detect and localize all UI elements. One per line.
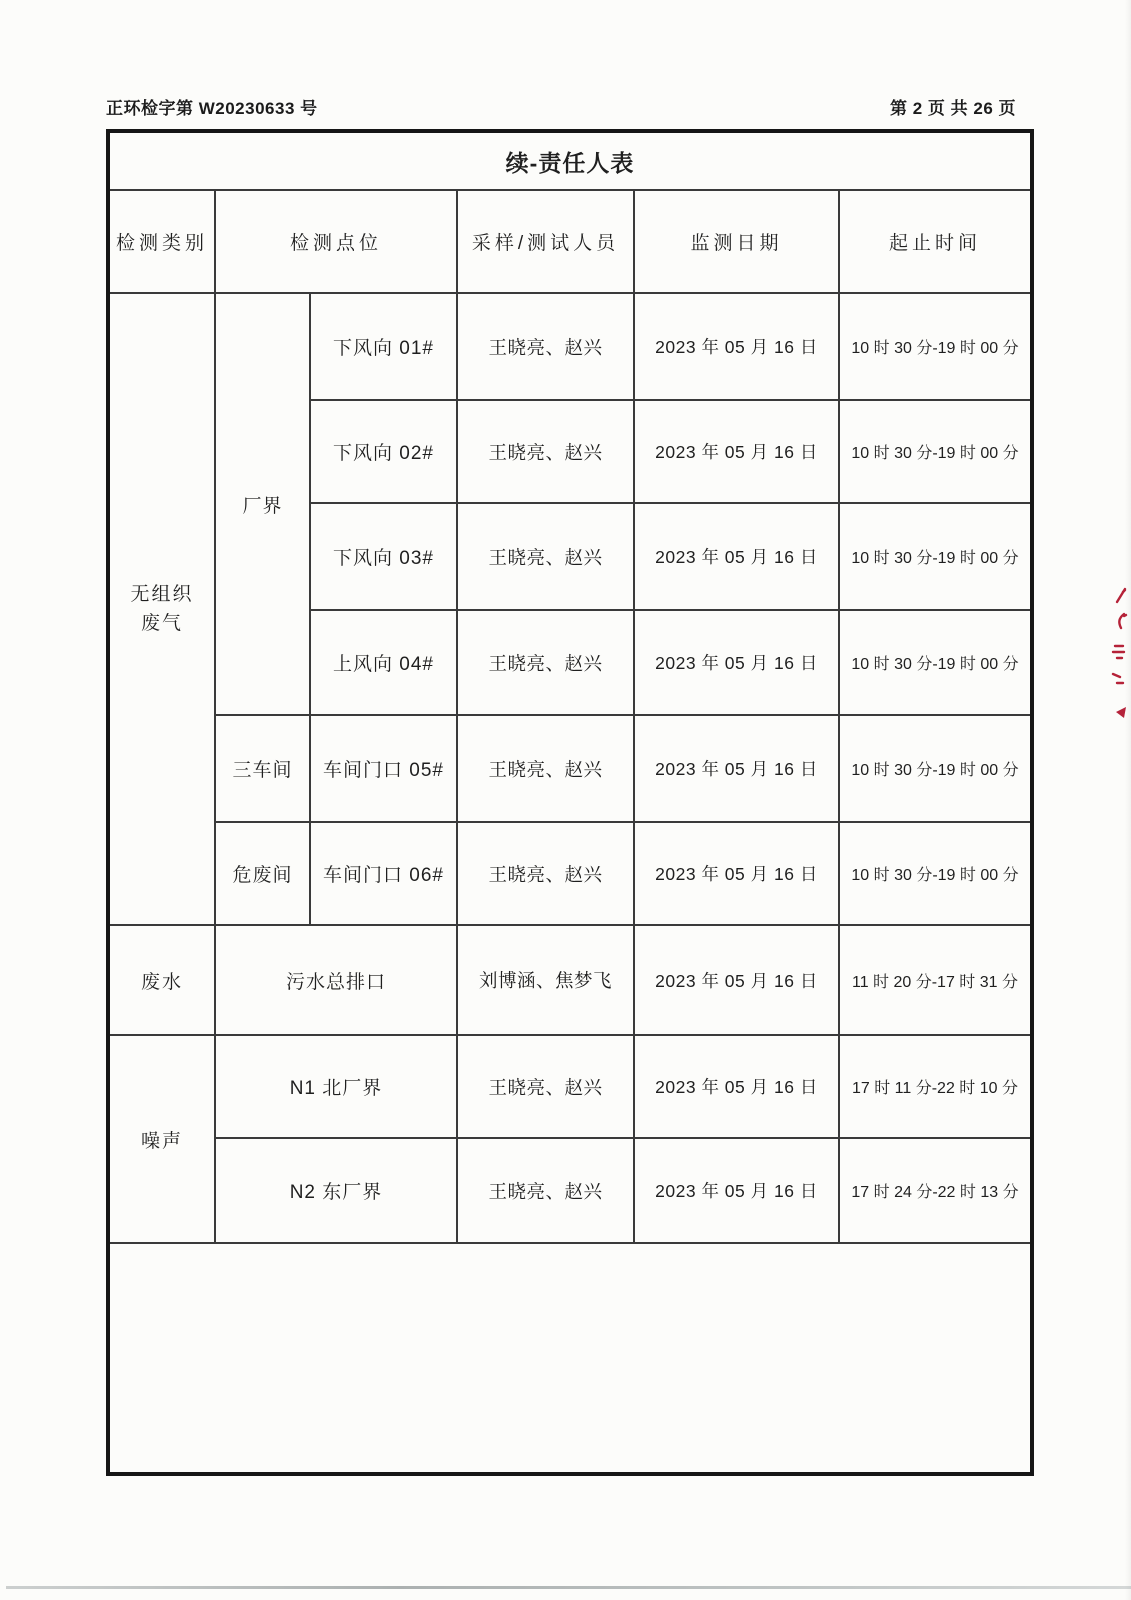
col-header-category: 检测类别	[108, 190, 215, 293]
cell-time-row4: 10 时 30 分-19 时 00 分	[839, 610, 1032, 715]
cell-point-sewage-outlet: 污水总排口	[215, 925, 457, 1035]
cell-date-row7: 2023 年 05 月 16 日	[634, 925, 839, 1035]
cell-point-downwind-03: 下风向 03#	[310, 503, 457, 610]
cell-category-noise: 噪声	[108, 1035, 215, 1243]
col-header-personnel: 采样/测试人员	[457, 190, 634, 293]
doc-number: 正环检字第 W20230633 号	[106, 99, 318, 118]
cell-time-row5: 10 时 30 分-19 时 00 分	[839, 715, 1032, 822]
cell-group-factory-boundary: 厂界	[215, 293, 310, 715]
cell-point-n1-north-boundary: N1 北厂界	[215, 1035, 457, 1138]
empty-area	[108, 1243, 1032, 1474]
cell-personnel-row8: 王晓亮、赵兴	[457, 1035, 634, 1138]
cell-date-row5: 2023 年 05 月 16 日	[634, 715, 839, 822]
cell-personnel-row4: 王晓亮、赵兴	[457, 610, 634, 715]
cell-time-row1: 10 时 30 分-19 时 00 分	[839, 293, 1032, 400]
cell-date-row2: 2023 年 05 月 16 日	[634, 400, 839, 503]
cell-personnel-row5: 王晓亮、赵兴	[457, 715, 634, 822]
cell-date-row3: 2023 年 05 月 16 日	[634, 503, 839, 610]
scan-right-shadow	[1125, 0, 1131, 1600]
cell-time-row8: 17 时 11 分-22 时 10 分	[839, 1035, 1032, 1138]
cell-date-row4: 2023 年 05 月 16 日	[634, 610, 839, 715]
cell-personnel-row3: 王晓亮、赵兴	[457, 503, 634, 610]
cell-personnel-row9: 王晓亮、赵兴	[457, 1138, 634, 1243]
cell-date-row9: 2023 年 05 月 16 日	[634, 1138, 839, 1243]
category-line-1: 无组织	[130, 583, 194, 605]
table-row	[108, 293, 1032, 400]
cell-personnel-row1: 王晓亮、赵兴	[457, 293, 634, 400]
scan-page-edge	[6, 1586, 1131, 1589]
cell-time-row3: 10 时 30 分-19 时 00 分	[839, 503, 1032, 610]
table-row	[108, 925, 1032, 1035]
cell-point-n2-east-boundary: N2 东厂界	[215, 1138, 457, 1243]
cell-time-row9: 17 时 24 分-22 时 13 分	[839, 1138, 1032, 1243]
table-row	[108, 1243, 1032, 1474]
col-header-date: 监测日期	[634, 190, 839, 293]
responsibility-table	[106, 129, 1034, 1476]
table-row	[108, 1138, 1032, 1243]
cell-category-fugitive-gas	[108, 293, 215, 925]
table-row	[108, 715, 1032, 822]
cell-point-downwind-01: 下风向 01#	[310, 293, 457, 400]
table-row	[108, 822, 1032, 925]
cell-personnel-row2: 王晓亮、赵兴	[457, 400, 634, 503]
page-header	[106, 94, 1016, 119]
cell-date-row8: 2023 年 05 月 16 日	[634, 1035, 839, 1138]
category-line-2: 废气	[140, 613, 183, 634]
cell-personnel-row6: 王晓亮、赵兴	[457, 822, 634, 925]
col-header-time: 起止时间	[839, 190, 1032, 293]
col-header-location: 检测点位	[215, 190, 457, 293]
cell-point-workshop-door-06: 车间门口 06#	[310, 822, 457, 925]
cell-point-workshop-door-05: 车间门口 05#	[310, 715, 457, 822]
cell-category-wastewater: 废水	[108, 925, 215, 1035]
cell-time-row6: 10 时 30 分-19 时 00 分	[839, 822, 1032, 925]
table-title: 续-责任人表	[108, 131, 1032, 190]
cell-time-row7: 11 时 20 分-17 时 31 分	[839, 925, 1032, 1035]
cell-group-hazardous-waste-room: 危废间	[215, 822, 310, 925]
page-number: 第 2 页 共 26 页	[890, 99, 1016, 118]
cell-point-upwind-04: 上风向 04#	[310, 610, 457, 715]
cell-time-row2: 10 时 30 分-19 时 00 分	[839, 400, 1032, 503]
cell-point-downwind-02: 下风向 02#	[310, 400, 457, 503]
table-row	[108, 1035, 1032, 1138]
cell-date-row1: 2023 年 05 月 16 日	[634, 293, 839, 400]
cell-date-row6: 2023 年 05 月 16 日	[634, 822, 839, 925]
cell-group-workshop-3: 三车间	[215, 715, 310, 822]
cell-personnel-row7: 刘博涵、焦梦飞	[457, 925, 634, 1035]
